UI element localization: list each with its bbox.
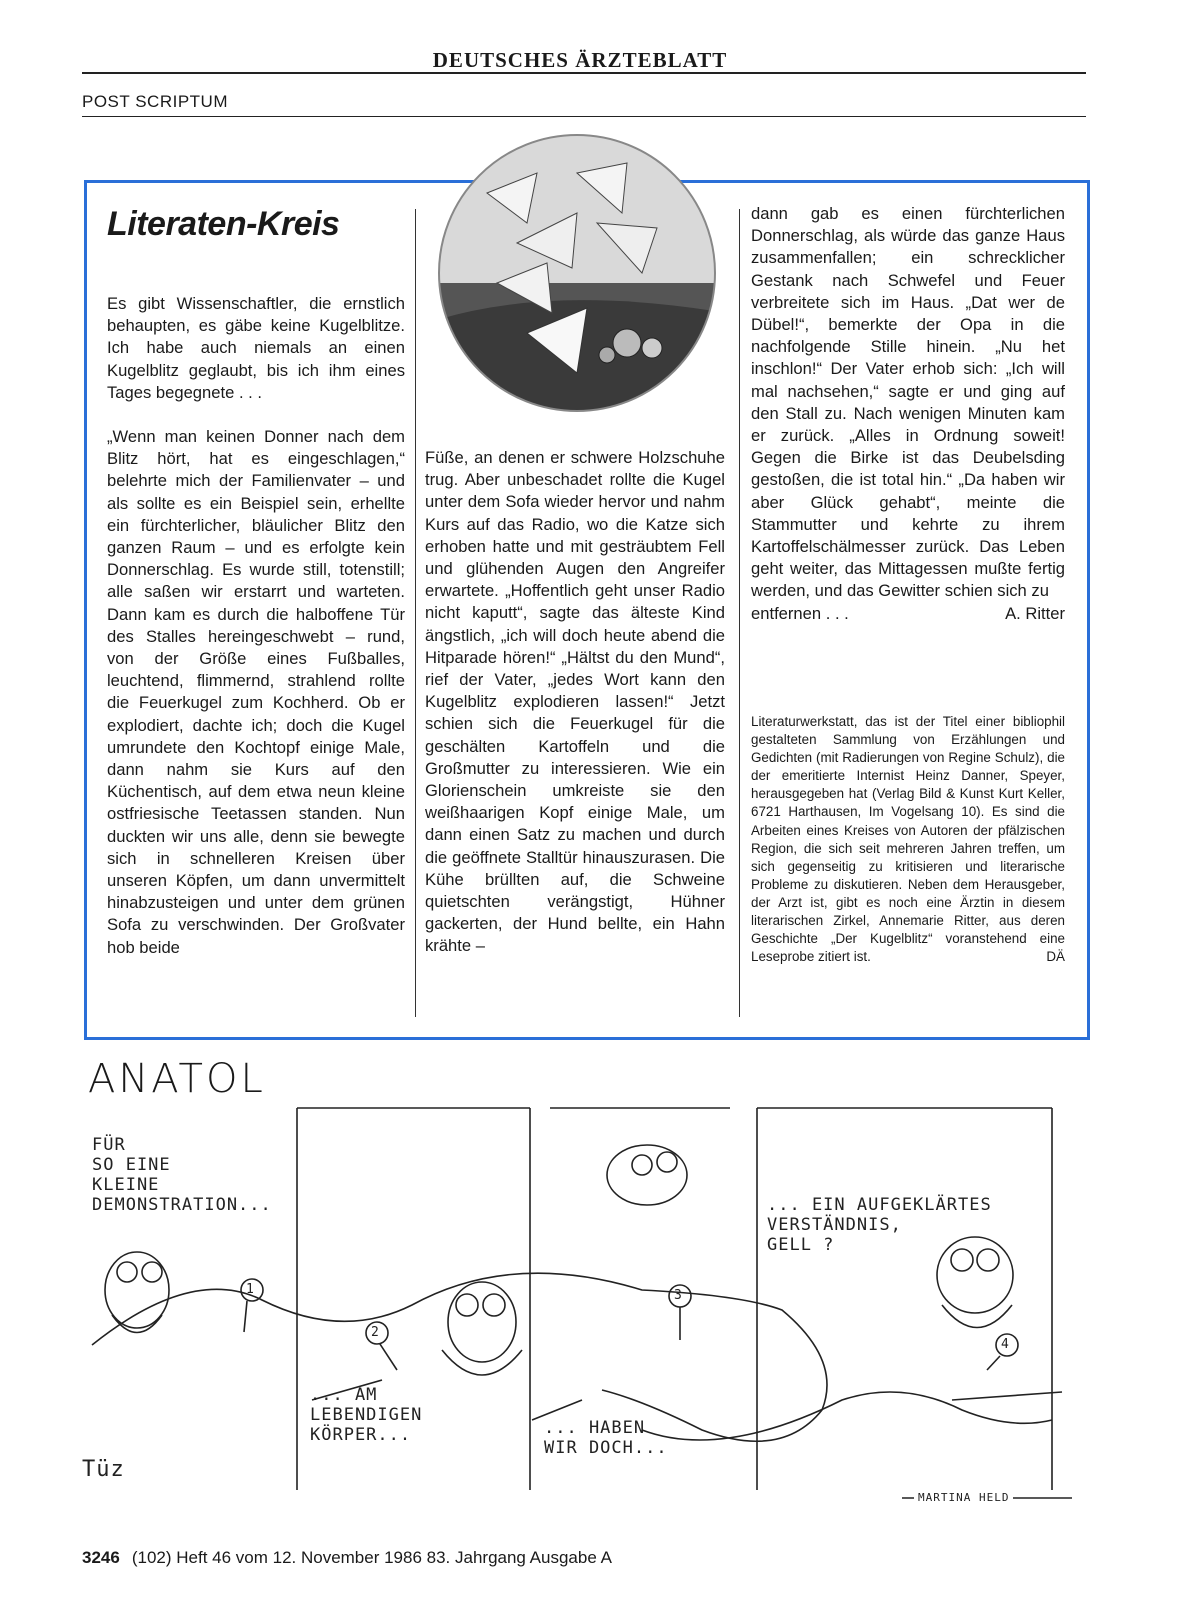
- section-label: POST SCRIPTUM: [82, 92, 228, 111]
- column-divider: [739, 209, 740, 1017]
- column-divider: [415, 209, 416, 1017]
- comic-caption-1: FÜR SO EINE KLEINE DEMONSTRATION...: [92, 1135, 272, 1215]
- comic-caption-2: ... AM LEBENDIGEN KÖRPER...: [310, 1385, 423, 1445]
- comic-caption-4: ... EIN AUFGEKLÄRTES VERSTÄNDNIS, GELL ?: [767, 1195, 992, 1255]
- comic-signature-right: MARTINA HELD: [914, 1488, 1013, 1508]
- comic-number-3: 3: [674, 1288, 683, 1303]
- comic-caption-3: ... HABEN WIR DOCH...: [544, 1418, 668, 1458]
- paragraph: „Wenn man keinen Donner nach dem Blitz hört, hat es eingeschlagen,“ belehrte mich der Familienvater – und als sollte es ein Beispiel sein, erhellte ein fürchterlicher, bläulicher Blitz den ganzen Raum – und es erfolgte kein Donnerschlag. Es wurde still, totenstill; alle saßen wir erstarrt und warteten. Dann kam es durch die halboffene Tür des Stalles hereingeschwebt – rund, von der Größe eines Fußballes, leuchtend, flimmernd, strahlend rollte die Feuerkugel zum Kochherd. Ob er explodiert, dachte ich; doch die Kugel umrundete den Kochtopf einige Male, dann nahm sie Kurs auf den Küchentisch, auf dem etwa neun kleine ostfriesische Teetassen standen. Nun duckten wir uns alle, denn sie bewegte sich in schnelleren Kreisen über unseren Köpfen, um dann unvermittelt hinabzusteigen und unter dem grünen Sofa zu verschwinden. Der Großvater hob beide: [107, 427, 405, 957]
- author-signature: A. Ritter: [1005, 603, 1065, 623]
- comic-number-1: 1: [246, 1282, 255, 1297]
- article-column-1: [107, 293, 405, 959]
- page-number: 3246: [82, 1548, 120, 1567]
- comic-number-2: 2: [371, 1325, 380, 1340]
- section-rule: [82, 116, 1086, 117]
- issue-info: (102) Heft 46 vom 12. November 1986 83. Jahrgang Ausgabe A: [131, 1548, 612, 1567]
- comic-number-4: 4: [1001, 1337, 1010, 1352]
- note-signature: DÄ: [1046, 949, 1065, 965]
- comic-signature-left: Tüz: [82, 1457, 125, 1482]
- masthead-rule: [82, 72, 1086, 74]
- note-text: Literaturwerkstatt, das ist der Titel einer bibliophil gestalteten Sammlung von Erzählungen und Gedichten (mit Radierungen von Regine Schulz), die der emeritierte Internist Heinz Danner, Speyer, herausgegeben hat (Verlag Bild & Kunst Kurt Keller, 6721 Harthausen, Im Vogelsang 10). Es sind die Arbeiten eines Kreises von Autoren der pfälzischen Region, die sich seit mehreren Jahren treffen, um sich gegenseitig zu kritisieren und literarische Probleme zu diskutieren. Neben dem Herausgeber, der Arzt ist, gibt es noch eine Ärztin in diesem literarischen Zirkel, Annemarie Ritter, aus deren Geschichte „Der Kugelblitz“ voranstehend eine Leseprobe zitiert ist. DÄ: [751, 713, 1065, 966]
- paragraph: dann gab es einen fürchterlichen Donnerschlag, als würde das ganze Haus zusammenfallen; ein schrecklicher Gestank nach Schwefel und Feuer verbreitete sich im Haus. „Dat wer de Dübel!“, bemerkte der Opa in die nachfolgende Stille hinein. „Nu het inschlon!“ Der Vater erhob sich: „Ich will mal nachsehen,“ sagte er und ging auf den Stall zu. Nach wenigen Minuten kam er zurück. „Alles in Ordnung soweit! Gegen die Birke ist das Deubelsding gestoßen, die ist total hin.“ „Da haben wir aber Glück gehabt“, meinte die Stammutter und kehrte zu ihrem Kartoffelschälmesser zurück. Das Leben geht weiter, das Mittagessen mußte fertig werden, und das Gewitter schien sich zu: [751, 204, 1065, 601]
- masthead: DEUTSCHES ÄRZTEBLATT: [432, 48, 728, 72]
- editorial-note: [751, 713, 1065, 966]
- article-column-2: [425, 447, 725, 958]
- article-title: Literaten-Kreis: [107, 205, 340, 243]
- page-footer: [82, 1548, 612, 1568]
- paragraph-end: entfernen . . .: [751, 603, 849, 623]
- comic-title: ANATOL: [88, 1056, 266, 1102]
- paragraph: Es gibt Wissenschaftler, die ernstlich behaupten, es gäbe keine Kugelblitze. Ich habe auch niemals an einen Kugelblitz geglaubt, bis ich ihm eines Tages begegnete . . .: [107, 294, 405, 402]
- comic-strip: [82, 1100, 1086, 1520]
- paragraph: Füße, an denen er schwere Holzschuhe trug. Aber unbeschadet rollte die Kugel unter dem Sofa wieder hervor und nahm Kurs auf das Radio, wo die Katze sich erhoben hatte und mit gesträubtem Fell und glühenden Augen den Angreifer erwartete. „Hoffentlich geht unser Radio nicht kaputt“, sagte das älteste Kind ängstlich, „ich will doch heute abend die Hitparade hören!“ „Hältst du den Mund“, rief der Vater, „jedes Wort kann den Kugelblitz explodieren lassen!“ Jetzt schien sich die Feuerkugel für die geschälten Kartoffeln und die Großmutter zu interessieren. Wie ein Glorienschein umkreiste sie den weißhaarigen Kopf einige Male, um dann einen Satz zu machen und durch die geöffnete Stalltür hinauszurasen. Die Kühe brüllten auf, die Schweine quietschten verängstigt, Hühner gackerten, der Hund bellte, ein Hahn krähte –: [425, 448, 725, 956]
- ball-lightning-illustration: [427, 133, 727, 413]
- article-column-3: [751, 203, 1065, 625]
- article-box: [84, 180, 1090, 1040]
